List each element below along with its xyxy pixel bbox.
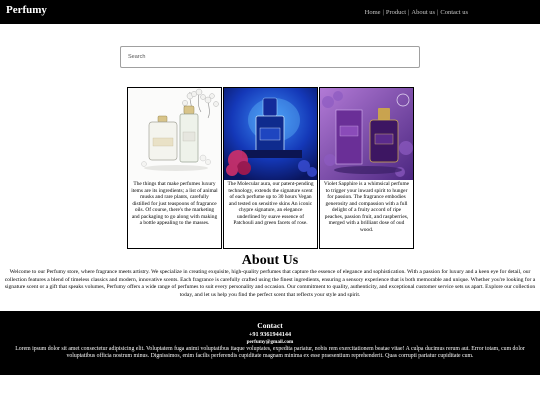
footer xyxy=(0,311,540,375)
footer-contact-title: Contact xyxy=(257,321,283,330)
product-card[interactable] xyxy=(319,87,414,249)
nav-separator: | xyxy=(408,9,410,16)
search-container xyxy=(120,45,420,67)
footer-text: Lorem ipsum dolor sit amet consectetur adipisicing elit. Voluptatem fuga animi voluptatibus itaque voluptates, expedita pariatur, nobis rem exercitationem beatae vitae! A culpa ducimus rerum aut. Error totam, cum dolor voluptatibus officia nostrum minus. Dignissimos, enim facilis perferendis cupiditate magnam minima ex esse praesentium reprehenderit. Quas corrupti pariatur cupiditate cum. xyxy=(15,346,525,359)
about-us-text: Welcome to our Perfumy store, where fragrance meets artistry. We specialize in creating exquisite, high-quality perfumes that capture the essence of elegance and sophistication. With a passion for luxury and a keen eye for detail, our collection features a blend of timeless classics and modern, innovative scents. Each fragrance is carefully crafted using the finest ingredients, ensuring a sensory experience that is both memorable and unique. Whether you're looking for a signature scent or a gift that speaks volumes, Perfumy offers a wide range of perfumes to suit every personality and occasion. Our commitment to quality, authenticity, and exceptional customer service sets us apart. Explore our collection today, and let us help you find the perfect scent that reflects your style and spirit. xyxy=(4,269,536,298)
brand-logo[interactable]: Perfumy xyxy=(6,4,47,16)
nav-link-product[interactable]: Product xyxy=(385,9,407,16)
nav-link-home[interactable]: Home xyxy=(364,9,381,16)
footer-email: perfumy@gmail.com xyxy=(246,339,294,345)
product-description: The Molecular aura, our patent-pending technology, extends the signature scent of each perfume up to 30 hours Vegan and tested on sensitive skins An iconic chypre signature, an elegance underlined by suave essence of Patchouli and green facets of rose. xyxy=(227,181,314,227)
nav-link-contact-us[interactable]: Contact us xyxy=(440,9,468,16)
top-navbar xyxy=(0,0,540,24)
white-perfume-bottles-image xyxy=(128,88,221,180)
nav-link-about-us[interactable]: About us xyxy=(411,9,436,16)
product-card[interactable] xyxy=(223,87,318,249)
search-input[interactable] xyxy=(120,46,420,68)
product-description: The things that make perfumes luxury items are its ingredients; a list of animal musks and rare plants, carefully distilled for just teaspoons of fragrance oils. Of course, there's the marketing and packaging to go along with making a bottle appealing to the masses. xyxy=(131,181,218,227)
blue-perfume-bottle-image xyxy=(224,88,317,180)
product-card[interactable] xyxy=(127,87,222,249)
purple-perfume-bottle-image xyxy=(320,88,413,180)
product-description: Violet Sapphire is a whimsical perfume to trigger your inward spirit to hunger for passion. The fragrance embodies generosity and compassion with a full delight of a fruity accord of ripe peaches, passion fruit, and raspberries, merged with a brilliant dose of oud wood. xyxy=(323,181,410,233)
nav-separator: | xyxy=(437,9,439,16)
nav-separator: | xyxy=(382,9,384,16)
footer-phone: +91 9361944144 xyxy=(248,331,292,338)
nav-menu xyxy=(365,9,468,16)
about-us-heading: About Us xyxy=(241,253,299,268)
